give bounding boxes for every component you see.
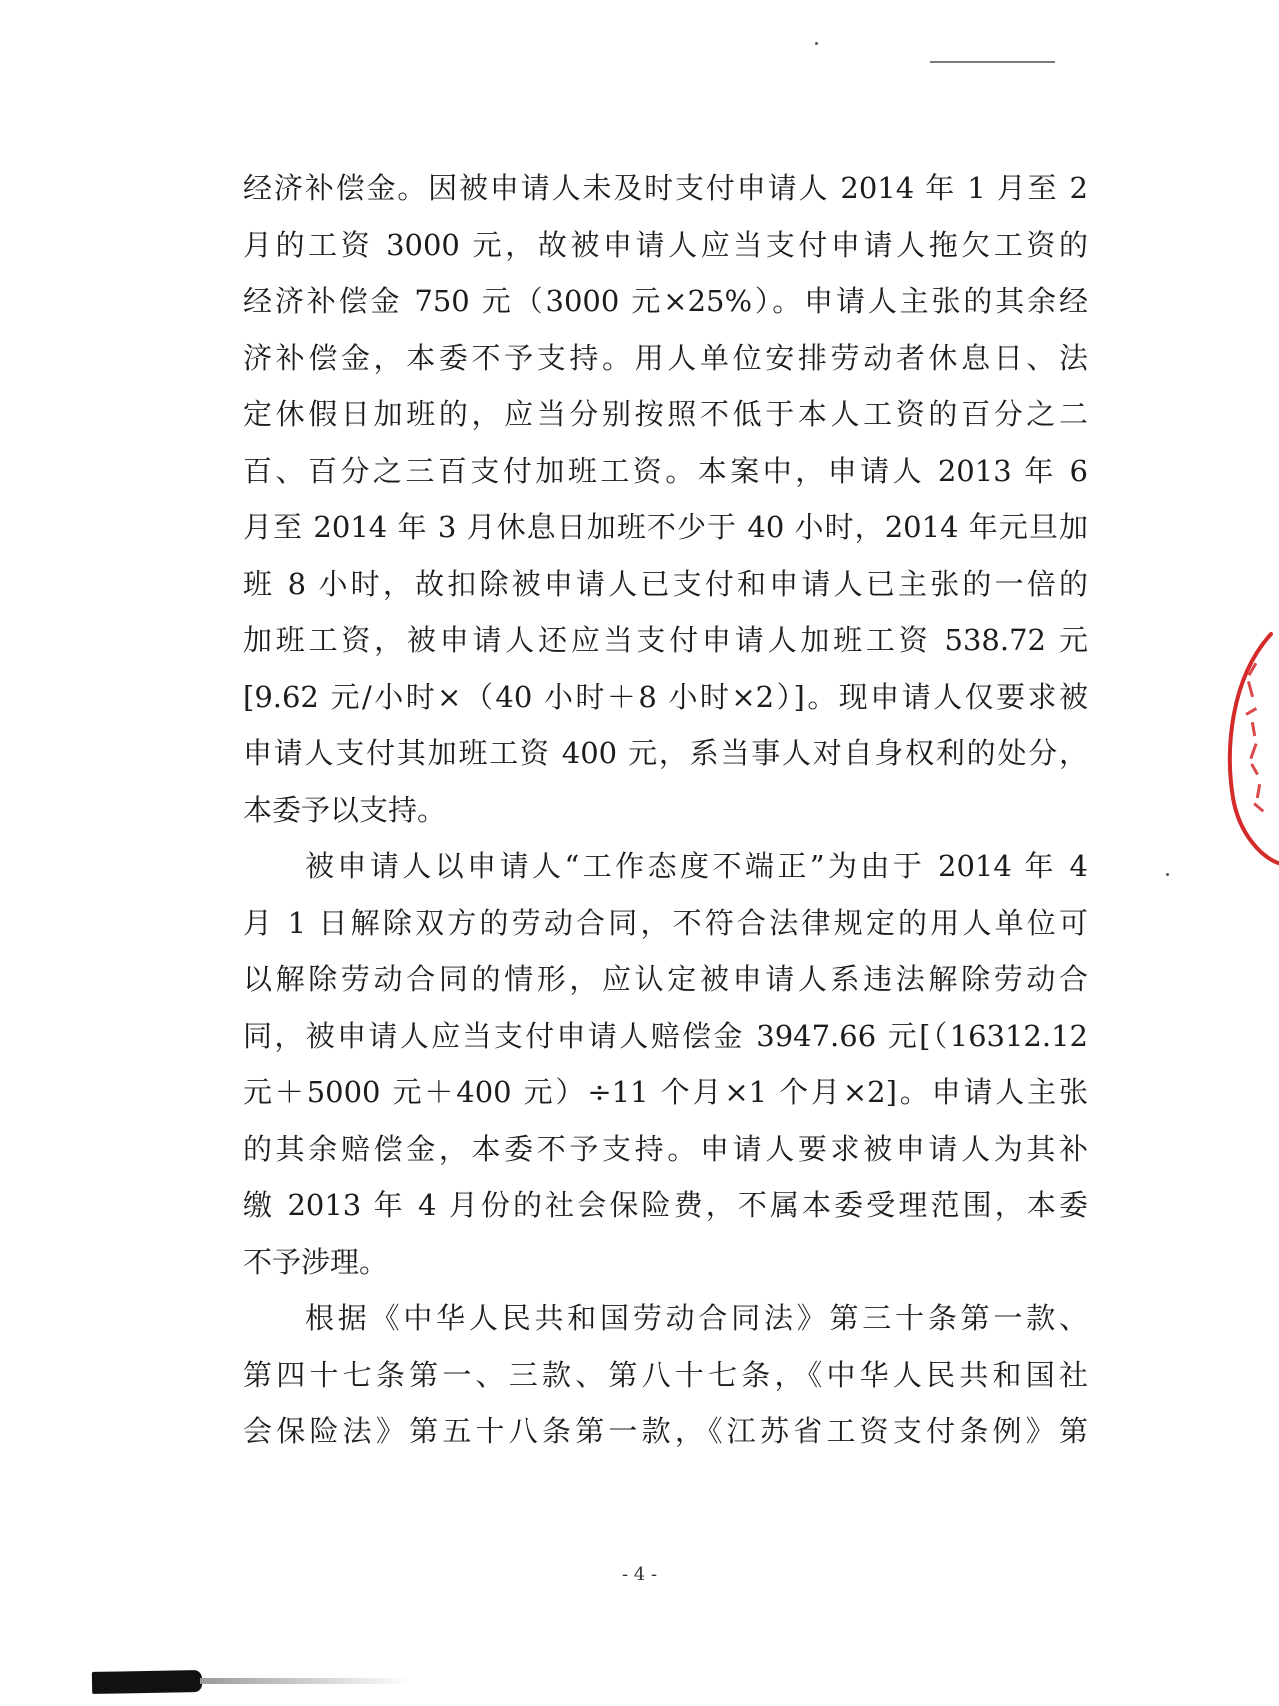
scan-speck: [815, 42, 818, 45]
text-line: 的其余赔偿金，本委不予支持。申请人要求被申请人为其补: [243, 1131, 1088, 1166]
document-body: [243, 160, 1088, 1460]
text-line: 会保险法》第五十八条第一款，《江苏省工资支付条例》第: [243, 1414, 1088, 1448]
text-line: 经济补偿金 750 元（3000 元×25%）。申请人主张的其余经: [243, 284, 1088, 318]
scan-speck: [1166, 873, 1169, 876]
seal-stamp: [1223, 628, 1279, 868]
text-line: 同，被申请人应当支付申请人赔偿金 3947.66 元[（16312.12: [243, 1018, 1088, 1053]
text-line: 百、百分之三百支付加班工资。本案中，申请人 2013 年 6: [243, 453, 1088, 488]
page-number: - 4 -: [621, 1564, 658, 1585]
text-line: 本委予以支持。: [243, 792, 447, 827]
top-scan-line: [930, 61, 1055, 63]
text-line: 定休假日加班的，应当分别按照不低于本人工资的百分之二: [243, 397, 1088, 431]
text-line: 加班工资，被申请人还应当支付申请人加班工资 538.72 元: [243, 623, 1088, 657]
scan-edge-fade: [200, 1678, 410, 1684]
text-line: 被申请人以申请人“工作态度不端正”为由于 2014 年 4: [305, 849, 1088, 883]
text-line: 月 1 日解除双方的劳动合同，不符合法律规定的用人单位可: [243, 905, 1088, 940]
text-line: 经济补偿金。因被申请人未及时支付申请人 2014 年 1 月至 2: [243, 171, 1088, 205]
scan-edge-mark: [92, 1670, 202, 1694]
text-line: 班 8 小时，故扣除被申请人已支付和申请人已主张的一倍的: [243, 566, 1088, 601]
text-line: [9.62 元/小时×（40 小时＋8 小时×2）]。现申请人仅要求被: [243, 679, 1088, 714]
text-line: 元＋5000 元＋400 元）÷11 个月×1 个月×2]。申请人主张: [243, 1075, 1088, 1109]
text-line: 缴 2013 年 4 月份的社会保险费，不属本委受理范围，本委: [243, 1188, 1088, 1222]
text-line: 根据《中华人民共和国劳动合同法》第三十条第一款、: [305, 1301, 1088, 1335]
text-line: 月至 2014 年 3 月休息日加班不少于 40 小时，2014 年元旦加: [243, 510, 1088, 544]
text-line: 济补偿金，本委不予支持。用人单位安排劳动者休息日、法: [243, 340, 1088, 375]
text-line: 第四十七条第一、三款、第八十七条，《中华人民共和国社: [243, 1357, 1088, 1392]
text-line: 不予涉理。: [243, 1244, 389, 1279]
text-line: 月的工资 3000 元，故被申请人应当支付申请人拖欠工资的: [243, 227, 1088, 262]
text-line: 以解除劳动合同的情形，应认定被申请人系违法解除劳动合: [243, 962, 1088, 996]
text-line: 申请人支付其加班工资 400 元，系当事人对自身权利的处分，: [243, 736, 1088, 770]
